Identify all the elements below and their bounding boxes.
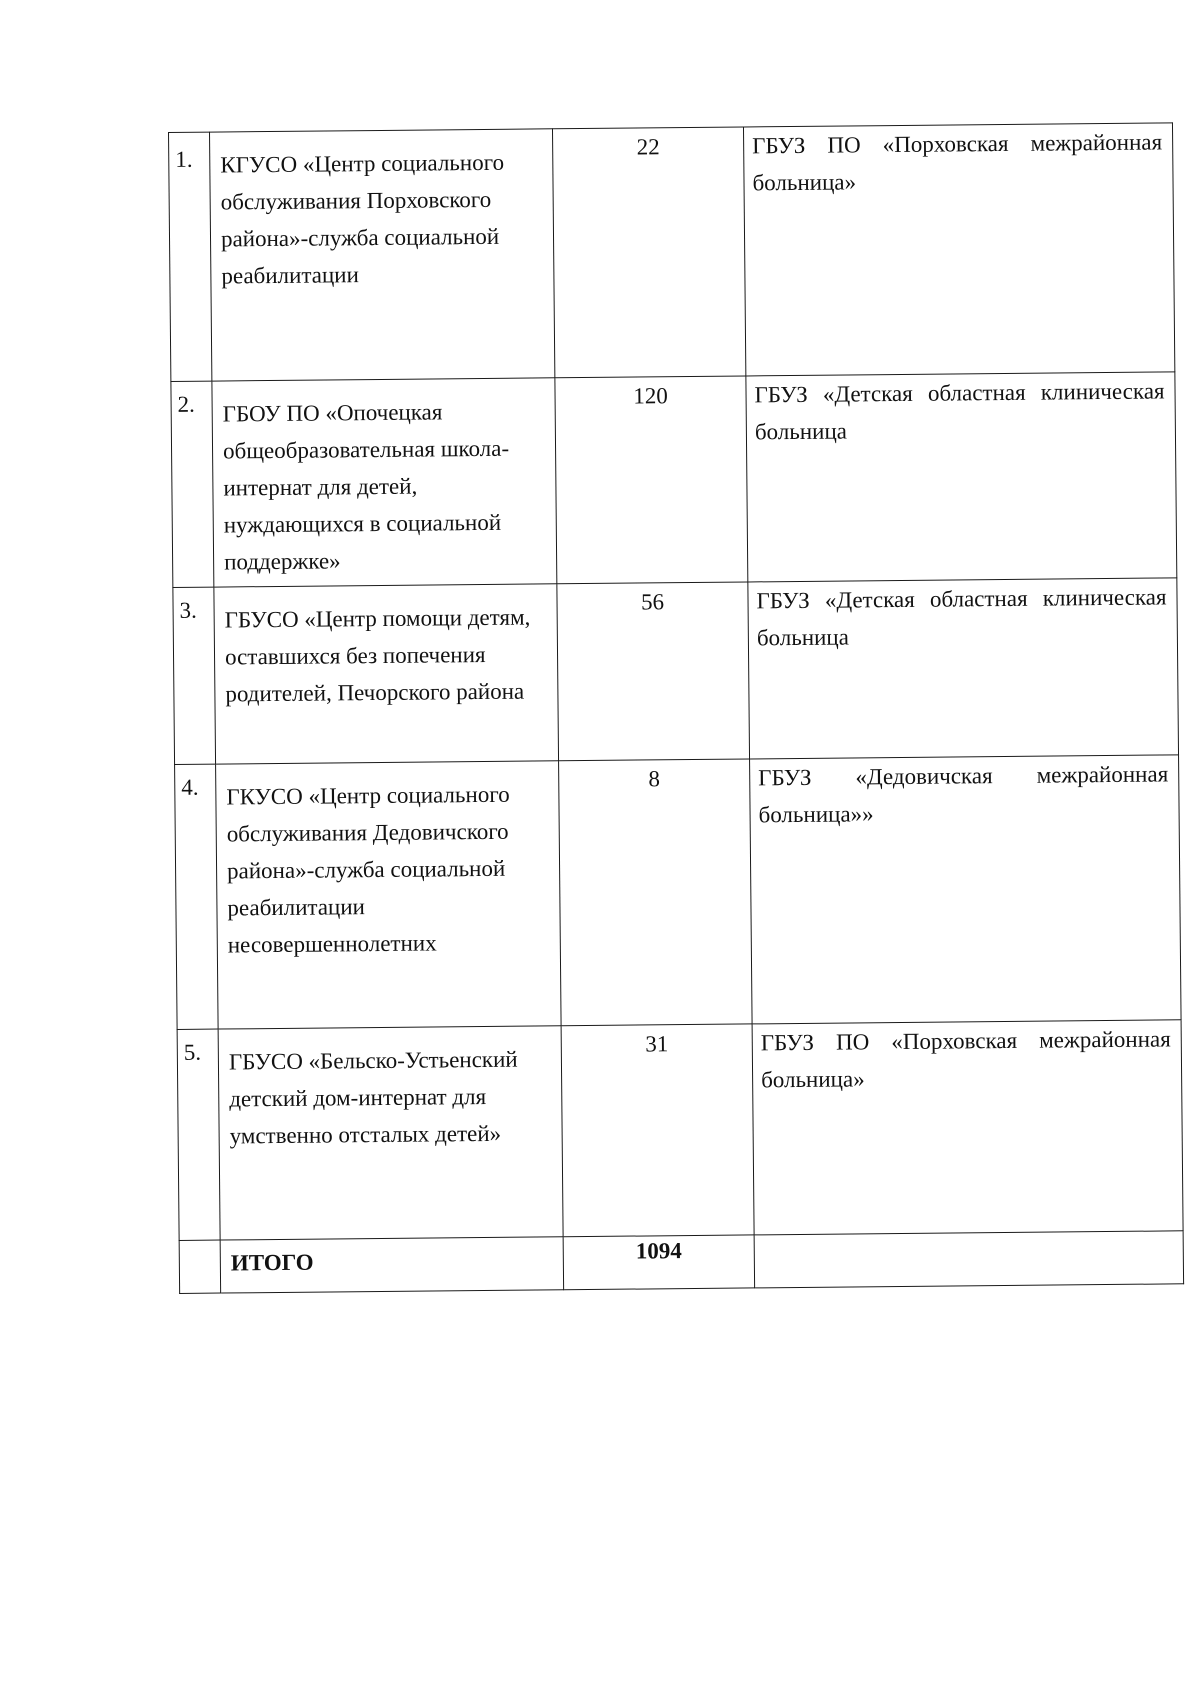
total-label: ИТОГО bbox=[220, 1237, 563, 1293]
table-row bbox=[171, 372, 1177, 588]
row-number: 4. bbox=[175, 764, 219, 1029]
total-row bbox=[179, 1231, 1183, 1294]
row-number: 3. bbox=[173, 587, 216, 764]
table-row bbox=[169, 123, 1175, 382]
row-number: 5. bbox=[177, 1029, 220, 1240]
institution-name: КГУСО «Центр социального обслуживания Порховского района»-служба социальной реабилитации bbox=[210, 129, 555, 381]
assigned-hospital: ГБУЗ ПО «Порховская межрайонная больница» bbox=[752, 1020, 1183, 1235]
institutions-table bbox=[168, 122, 1184, 1294]
institution-name: ГБУСО «Центр помощи детям, оставшихся без попечения родителей, Печорского района bbox=[214, 584, 559, 764]
table-row bbox=[175, 755, 1181, 1030]
total-hospital-empty bbox=[754, 1231, 1183, 1288]
children-count: 31 bbox=[561, 1024, 754, 1237]
assigned-hospital: ГБУЗ «Детская областная клиническая больница bbox=[748, 578, 1179, 759]
assigned-hospital: ГБУЗ ПО «Порховская межрайонная больница» bbox=[743, 123, 1174, 376]
children-count: 22 bbox=[552, 127, 745, 378]
total-row-number-empty bbox=[179, 1240, 221, 1293]
assigned-hospital: ГБУЗ «Детская областная клиническая больница bbox=[746, 372, 1177, 582]
children-count: 8 bbox=[559, 759, 753, 1026]
row-number: 2. bbox=[171, 381, 214, 587]
total-count: 1094 bbox=[563, 1235, 754, 1290]
institution-name: ГБОУ ПО «Опочецкая общеобразовательная школа-интернат для детей, нуждающихся в социальной поддержке» bbox=[212, 378, 557, 587]
children-count: 120 bbox=[555, 376, 748, 584]
assigned-hospital: ГБУЗ «Дедовичская межрайонная больница»» bbox=[750, 755, 1182, 1024]
table-row bbox=[173, 578, 1179, 765]
row-number: 1. bbox=[169, 132, 212, 381]
children-count: 56 bbox=[557, 582, 750, 761]
table-row bbox=[177, 1020, 1183, 1241]
institution-name: ГБУСО «Бельско-Устьенский детский дом-интернат для умственно отсталых детей» bbox=[218, 1026, 563, 1240]
institution-name: ГКУСО «Центр социального обслуживания Дедовичского района»-служба социальной реабилитации несовершеннолетних bbox=[216, 761, 562, 1029]
